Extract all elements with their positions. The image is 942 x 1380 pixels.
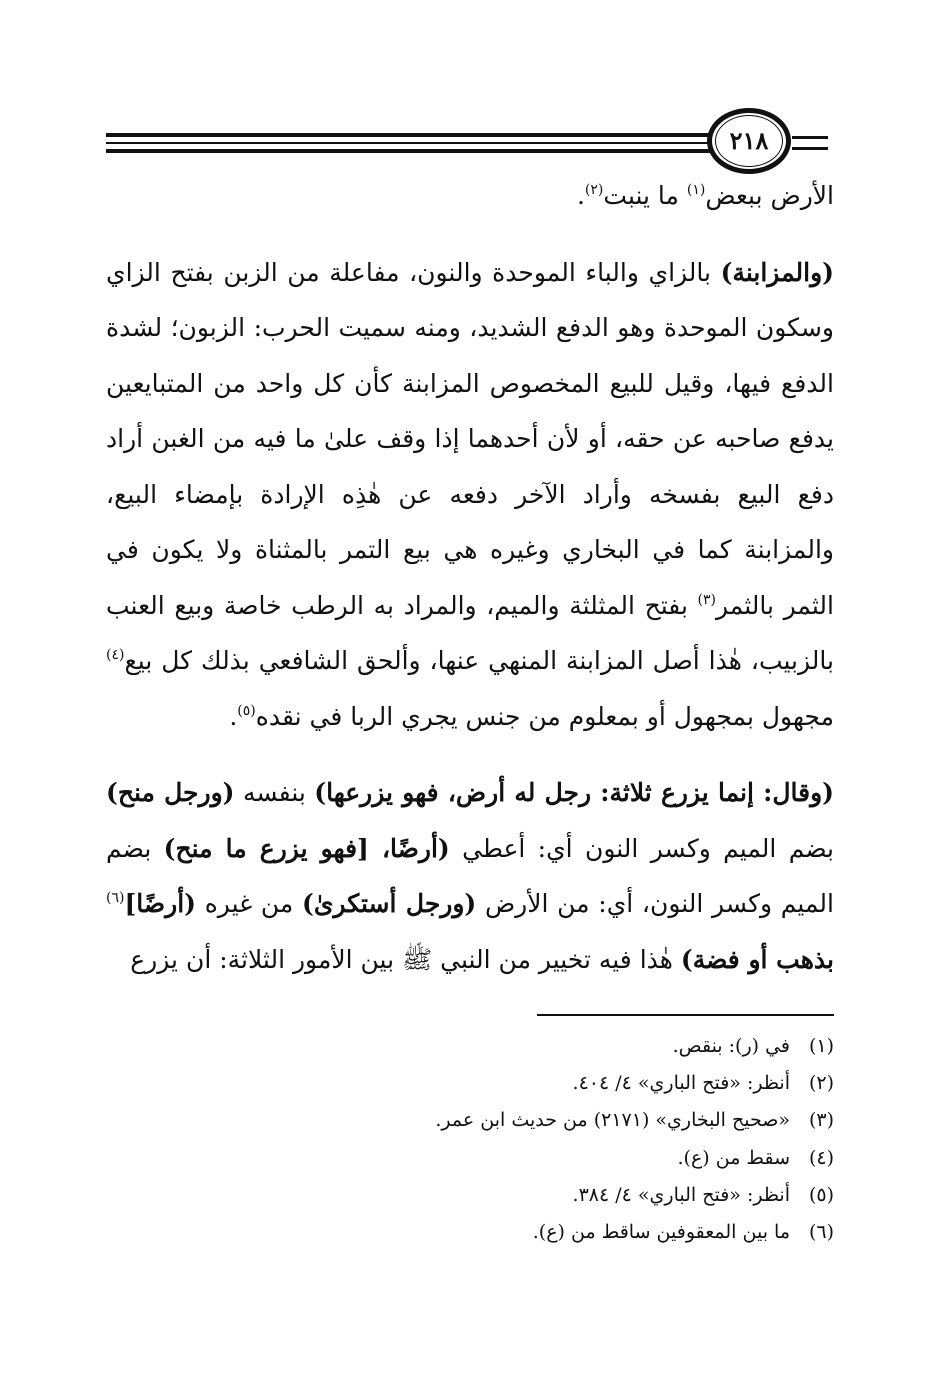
footnote-ref: (٣) bbox=[697, 591, 717, 608]
footnote bbox=[106, 1140, 834, 1177]
hadith-text: (وقال: إنما يزرع ثلاثة: رجل له أرض، فهو يزرعها) bbox=[314, 778, 835, 807]
text-run: . bbox=[229, 701, 238, 731]
text-run: بضم الميم وكسر النون، أي: من الأرض bbox=[106, 833, 834, 918]
main-text bbox=[106, 168, 834, 987]
defined-term: (والمزابنة) bbox=[720, 257, 834, 287]
footnote-text: «صحيح البخاري» (٢١٧١) من حديث ابن عمر. bbox=[435, 1109, 790, 1132]
footnote-text: ما بين المعقوفين ساقط من (ع). bbox=[532, 1221, 790, 1244]
text-run: هٰذا فيه تخيير من النبي ﷺ بين الأمور الثلاثة: أن يزرع bbox=[130, 944, 681, 974]
footnote-text: في (ر): بنقص. bbox=[672, 1035, 790, 1057]
footnote-ref: (٥) bbox=[237, 702, 256, 719]
header-rule bbox=[106, 149, 710, 153]
footnote bbox=[106, 1065, 834, 1102]
footnote-number: (٥) bbox=[808, 1183, 834, 1206]
text-run: مجهول بمجهول أو بمعلوم من جنس يجري الربا في نقده bbox=[255, 701, 834, 731]
header-rule-tail bbox=[792, 147, 828, 150]
footnote bbox=[106, 1214, 834, 1251]
text-run: . bbox=[576, 181, 585, 210]
text-run: بنفسه bbox=[234, 778, 315, 807]
footnote-ref: (٢) bbox=[584, 182, 604, 198]
hadith-text: (أرضًا، [فهو يزرع ما منح) bbox=[163, 833, 450, 863]
footnote-number: (٤) bbox=[808, 1146, 834, 1169]
footnote bbox=[106, 1102, 834, 1139]
paragraph-muzabana bbox=[106, 245, 834, 745]
paragraph-hadith bbox=[106, 765, 834, 987]
footnote-number: (٢) bbox=[808, 1072, 834, 1095]
footnote-ref: (١) bbox=[686, 182, 706, 198]
footnote-divider bbox=[537, 1014, 834, 1016]
header-rule bbox=[106, 133, 710, 137]
footnote-number: (٦) bbox=[808, 1221, 834, 1244]
text-run: من غيره bbox=[196, 889, 303, 918]
footnote-number: (٣) bbox=[808, 1109, 834, 1132]
footnote-number: (١) bbox=[808, 1035, 834, 1057]
hadith-text: (أرضًا] bbox=[124, 889, 196, 918]
header-rule-tail bbox=[792, 136, 828, 139]
footnote-ref: (٤) bbox=[106, 647, 125, 663]
text-run: بفتح المثلثة والميم، والمراد به الرطب خاصة وبيع العنب بالزبيب، هٰذا أصل المزابنة المنهي عنها، وألحق الشافعي بذلك كل بيع bbox=[106, 590, 834, 675]
footnotes bbox=[106, 1028, 834, 1251]
hadith-text: (ورجل أستكرىٰ) bbox=[302, 889, 477, 918]
header-rule bbox=[106, 142, 710, 144]
hadith-text: بذهب أو فضة) bbox=[680, 944, 834, 974]
text-run: بالزاي والباء الموحدة والنون، مفاعلة من الزبن بفتح الزاي وسكون الموحدة وهو الدفع الشديد، ومنه سميت الحرب: الزبون؛ لشدة الدفع فيها، وقيل للبيع المخصوص المزابنة كأن كل واحد من المتبايعين يدفع صاحبه عن حقه، أو لأن أحدهما إذا وقف علىٰ ما فيه من الغبن أراد دفع البيع بفسخه وأراد الآخر دفعه عن هٰذِه الإرادة بإمضاء البيع، والمزابنة كما في البخاري وغيره هي بيع التمر بالمثناة ولا يكون في الثمر بالثمر bbox=[106, 257, 834, 620]
footnote-text: أنظر: «فتح الباري» ٤/ ٣٨٤. bbox=[572, 1183, 790, 1206]
footnote-text: سقط من (ع). bbox=[677, 1146, 790, 1169]
page-number: ٢١٨ bbox=[715, 115, 783, 167]
footnote bbox=[106, 1028, 834, 1065]
hadith-text: (ورجل منح) bbox=[106, 778, 235, 807]
page-number-badge bbox=[707, 108, 791, 174]
text-run: بضم الميم وكسر النون أي: أعطي bbox=[449, 833, 834, 863]
text-run: الأرض ببعض bbox=[705, 181, 834, 210]
footnote-text: أنظر: «فتح الباري» ٤/ ٤٠٤. bbox=[572, 1072, 790, 1095]
footnote-ref: (٦) bbox=[106, 890, 125, 906]
footnote bbox=[106, 1177, 834, 1214]
continued-line bbox=[106, 168, 834, 224]
text-run: ما ينبت bbox=[603, 181, 687, 210]
